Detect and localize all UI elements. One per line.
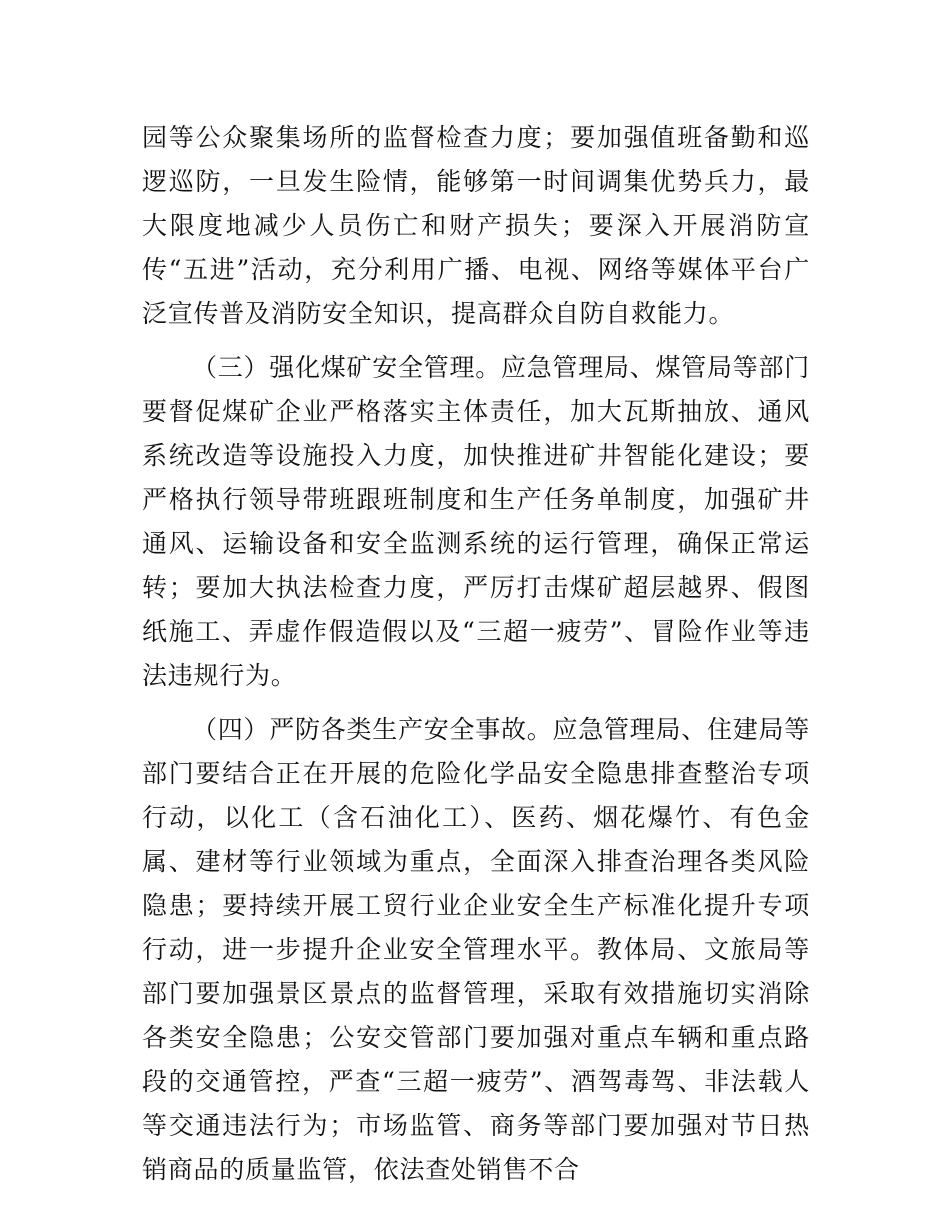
- paragraph-coal-mine-safety: （三）强化煤矿安全管理。应急管理局、煤管局等部门要督促煤矿企业严格落实主体责任，加大瓦斯抽放、通风系统改造等设施投入力度，加快推进矿井智能化建设；要严格执行领导带班跟班制度和生产任务单制度，加强矿井通风、运输设备和安全监测系统的运行管理，确保正常运转；要加大执法检查力度，严厉打击煤矿超层越界、假图纸施工、弄虚作假造假以及“三超一疲劳”、冒险作业等违法违规行为。: [142, 353, 811, 690]
- paragraph-continuation: 园等公众聚集场所的监督检查力度；要加强值班备勤和巡逻巡防，一旦发生险情，能够第一时间调集优势兵力，最大限度地减少人员伤亡和财产损失；要深入开展消防宣传“五进”活动，充分利用广播、电视、网络等媒体平台广泛宣传普及消防安全知识，提高群众自防自救能力。: [142, 123, 810, 328]
- paragraph-production-safety: （四）严防各类生产安全事故。应急管理局、住建局等部门要结合正在开展的危险化学品安全隐患排查整治专项行动，以化工（含石油化工）、医药、烟花爆竹、有色金属、建材等行业领域为重点，全面深入排查治理各类风险隐患；要持续开展工贸行业企业安全生产标准化提升专项行动，进一步提升企业安全管理水平。教体局、文旅局等部门要加强景区景点的监督管理，采取有效措施切实消除各类安全隐患；公安交管部门要加强对重点车辆和重点路段的交通管控，严查“三超一疲劳”、酒驾毒驾、非法载人等交通违法行为；市场监管、商务等部门要加强对节日热销商品的质量监管，依法查处销售不合: [142, 715, 811, 1184]
- document-body: [142, 116, 810, 1202]
